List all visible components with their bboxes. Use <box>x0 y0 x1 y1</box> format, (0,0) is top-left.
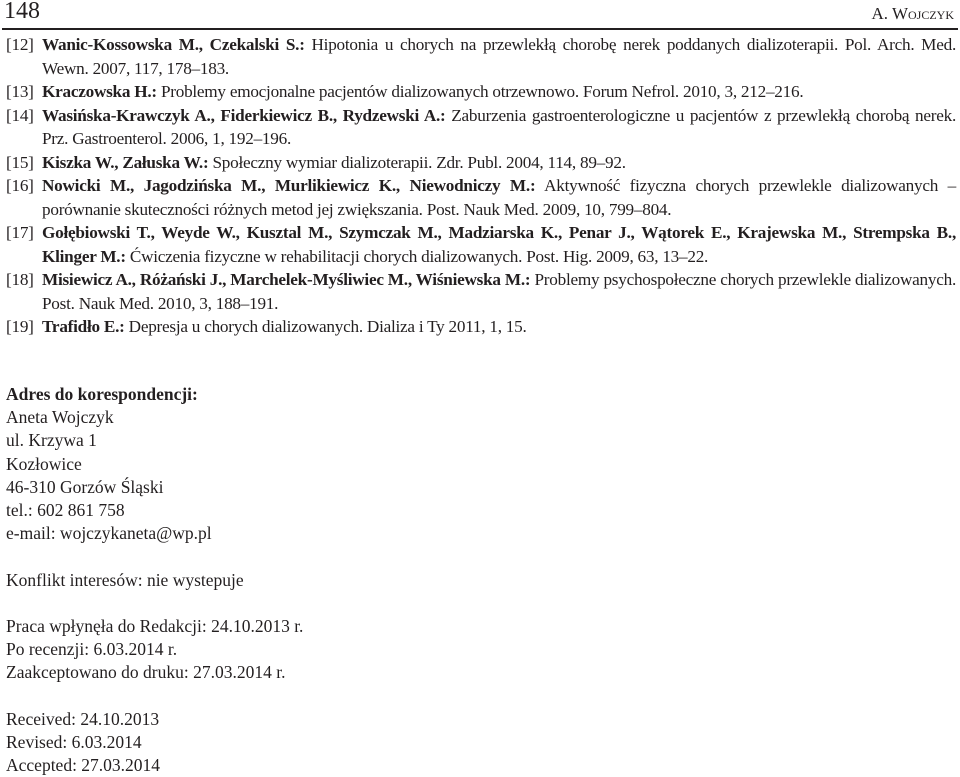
page-number: 148 <box>4 0 40 24</box>
reference-text: Problemy psychospołeczne chorych przewlekle dializowanych. Post. Nauk Med. 2010, 3, 188–191. <box>42 270 957 313</box>
reference-item <box>6 104 956 151</box>
correspondence-postal: 46-310 Gorzów Śląski <box>6 476 164 497</box>
reference-text: Problemy emocjonalne pacjentów dializowanych otrzewnowo. Forum Nefrol. 2010, 3, 212–216. <box>160 82 804 101</box>
date-accepted-en: Accepted: 27.03.2014 <box>6 755 161 776</box>
reference-item <box>6 268 956 315</box>
reference-item <box>6 221 956 268</box>
reference-number: [15] <box>6 152 34 172</box>
reference-text: Depresja u chorych dializowanych. Dializa i Ty 2011, 1, 15. <box>128 317 527 336</box>
reference-text: Społeczny wymiar dializoterapii. Zdr. Publ. 2004, 114, 89–92. <box>212 152 626 172</box>
reference-number: [18] <box>6 270 34 289</box>
header-rule <box>2 28 958 30</box>
correspondence-heading: Adres do korespondencji: <box>6 384 198 404</box>
reference-item <box>6 315 956 339</box>
correspondence-section <box>6 383 303 777</box>
running-head: A. Wojczyk <box>871 4 954 23</box>
reference-number: [17] <box>6 223 34 242</box>
reference-item <box>6 174 956 221</box>
reference-number: [19] <box>6 317 34 336</box>
reference-number: [12] <box>6 35 34 54</box>
reference-text: Aktywność fizyczna chorych przewlekle dializowanych – porównanie skuteczności różnych metod jej zwiększania. Post. Nauk Med. 2009, 10, 799–804. <box>42 176 956 219</box>
date-received-pl: Praca wpłynęła do Redakcji: 24.10.2013 r. <box>6 616 304 636</box>
correspondence-email: e-mail: wojczykaneta@wp.pl <box>6 523 212 544</box>
reference-authors: Misiewicz A., Różański J., Marchelek-Myśliwiec M., Wiśniewska M.: <box>42 270 531 289</box>
reference-authors: Nowicki M., Jagodzińska M., Murlikiewicz K., Niewodniczy M.: <box>42 176 536 195</box>
reference-authors: Wanic-Kossowska M., Czekalski S.: <box>42 35 305 54</box>
reference-item <box>6 80 956 104</box>
reference-item <box>6 151 956 175</box>
reference-number: [13] <box>6 82 34 101</box>
spacer <box>6 592 303 615</box>
page-header <box>0 0 960 30</box>
spacer <box>6 685 303 708</box>
conflict-statement: Konflikt interesów: nie wystepuje <box>6 569 244 590</box>
correspondence-phone: tel.: 602 861 758 <box>6 500 125 521</box>
date-accepted-pl: Zaakceptowano do druku: 27.03.2014 r. <box>6 662 286 683</box>
date-revised-pl: Po recenzji: 6.03.2014 r. <box>6 639 178 660</box>
reference-authors: Wasińska-Krawczyk A., Fiderkiewicz B., Rydzewski A.: <box>42 105 446 125</box>
date-revised-en: Revised: 6.03.2014 <box>6 732 142 752</box>
reference-text: Hipotonia u chorych na przewlekłą chorobę nerek poddanych dializoterapii. Pol. Arch. Med. Wewn. 2007, 117, 178–183. <box>42 35 956 78</box>
reference-text: Ćwiczenia fizyczne w rehabilitacji chorych dializowanych. Post. Hig. 2009, 63, 13–22. <box>129 246 709 266</box>
reference-authors: Trafidło E.: <box>42 317 125 336</box>
date-received-en: Received: 24.10.2013 <box>6 708 160 729</box>
reference-item <box>6 33 956 80</box>
reference-authors: Gołębiowski T., Weyde W., Kusztal M., Szymczak M., Madziarska K., Penar J., Wątorek E., Krajewska M., Strempska B., Klinger M.: <box>42 223 956 266</box>
reference-text: Zaburzenia gastroenterologiczne u pacjentów z przewlekłą chorobą nerek. Prz. Gastroenterol. 2006, 1, 192–196. <box>42 105 956 148</box>
reference-authors: Kiszka W., Załuska W.: <box>42 152 209 172</box>
reference-list <box>6 33 956 339</box>
correspondence-street: ul. Krzywa 1 <box>6 430 97 451</box>
correspondence-town: Kozłowice <box>6 453 82 474</box>
reference-number: [16] <box>6 176 34 195</box>
correspondence-name: Aneta Wojczyk <box>6 407 114 428</box>
spacer <box>6 545 303 568</box>
reference-number: [14] <box>6 105 34 125</box>
reference-authors: Kraczowska H.: <box>42 82 157 101</box>
